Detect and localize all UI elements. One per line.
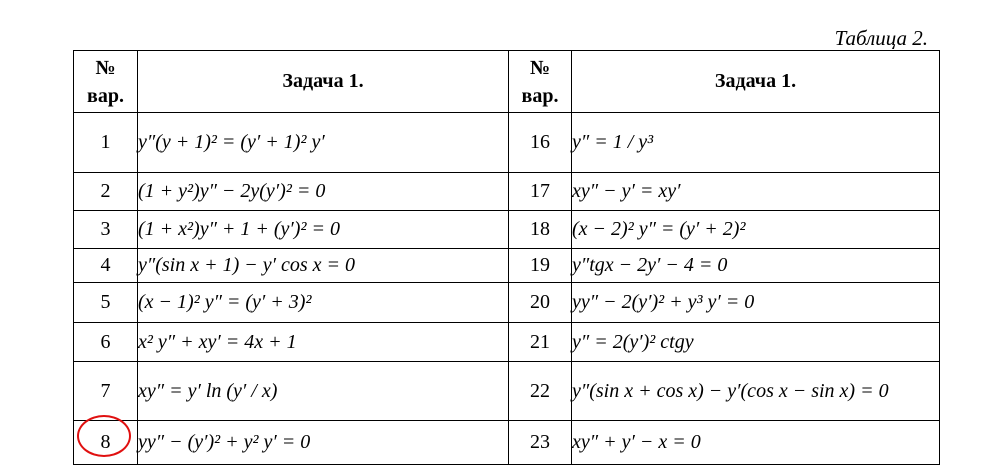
equation: yy″ − (y′)² + y² y′ = 0 xyxy=(138,431,311,453)
equation: y″(sin x + 1) − y′ cos x = 0 xyxy=(138,254,356,276)
equation-cell xyxy=(138,173,509,211)
variant-number: 18 xyxy=(509,211,572,249)
equation: y″tgx − 2y′ − 4 = 0 xyxy=(572,254,728,276)
equation: (1 + y²)y″ − 2y(y′)² = 0 xyxy=(138,180,326,202)
variant-number: 3 xyxy=(74,211,138,249)
equation-cell xyxy=(138,283,509,323)
equation-cell xyxy=(138,249,509,283)
variant-number: 5 xyxy=(74,283,138,323)
variant-number: 20 xyxy=(509,283,572,323)
variant-number: 19 xyxy=(509,249,572,283)
table-row xyxy=(74,362,940,421)
equation: (x − 2)² y″ = (y′ + 2)² xyxy=(572,218,746,240)
variant-number: 4 xyxy=(74,249,138,283)
variant-number-highlighted: 8 xyxy=(74,421,138,465)
equation-cell xyxy=(572,211,940,249)
equation: xy″ − y′ = xy′ xyxy=(572,180,681,202)
variant-number: 22 xyxy=(509,362,572,421)
equation-cell xyxy=(572,323,940,362)
equation: x² y″ + xy′ = 4x + 1 xyxy=(138,330,297,353)
header-variant-number: № вар. xyxy=(509,51,572,113)
equation-cell xyxy=(572,113,940,173)
variant-number: 1 xyxy=(74,113,138,173)
table-row xyxy=(74,283,940,323)
variant-number: 23 xyxy=(509,421,572,465)
table-row xyxy=(74,211,940,249)
variant-number: 6 xyxy=(74,323,138,362)
equation: (x − 1)² y″ = (y′ + 3)² xyxy=(138,291,312,313)
equation-cell xyxy=(572,283,940,323)
equation: xy″ = y′ ln (y′ / x) xyxy=(138,379,278,402)
tasks-table xyxy=(73,50,940,465)
header-row xyxy=(74,51,940,113)
equation-cell xyxy=(138,211,509,249)
table-row xyxy=(74,113,940,173)
equation: y″(y + 1)² = (y′ + 1)² y′ xyxy=(138,131,325,153)
equation-cell xyxy=(138,113,509,173)
header-variant-number: № вар. xyxy=(74,51,138,113)
equation-cell xyxy=(138,323,509,362)
equation: yy″ − 2(y′)² + y³ y′ = 0 xyxy=(572,291,755,313)
equation: xy″ + y′ − x = 0 xyxy=(572,431,701,453)
equation-cell xyxy=(138,362,509,421)
variant-number: 2 xyxy=(74,173,138,211)
table-caption: Таблица 2. xyxy=(834,26,928,50)
equation: (1 + x²)y″ + 1 + (y′)² = 0 xyxy=(138,218,340,240)
equation: y″(sin x + cos x) − y′(cos x − sin x) = 0 xyxy=(572,379,889,402)
header-task: Задача 1. xyxy=(572,51,940,113)
equation-cell xyxy=(572,249,940,283)
equation-cell xyxy=(572,173,940,211)
equation-cell xyxy=(572,362,940,421)
table-row xyxy=(74,173,940,211)
table-row xyxy=(74,249,940,283)
table-row xyxy=(74,323,940,362)
variant-number: 7 xyxy=(74,362,138,421)
variant-number: 21 xyxy=(509,323,572,362)
variant-number: 17 xyxy=(509,173,572,211)
equation: y″ = 1 / y³ xyxy=(572,131,654,153)
equation: y″ = 2(y′)² ctgy xyxy=(572,330,694,353)
header-task: Задача 1. xyxy=(138,51,509,113)
variant-number: 16 xyxy=(509,113,572,173)
